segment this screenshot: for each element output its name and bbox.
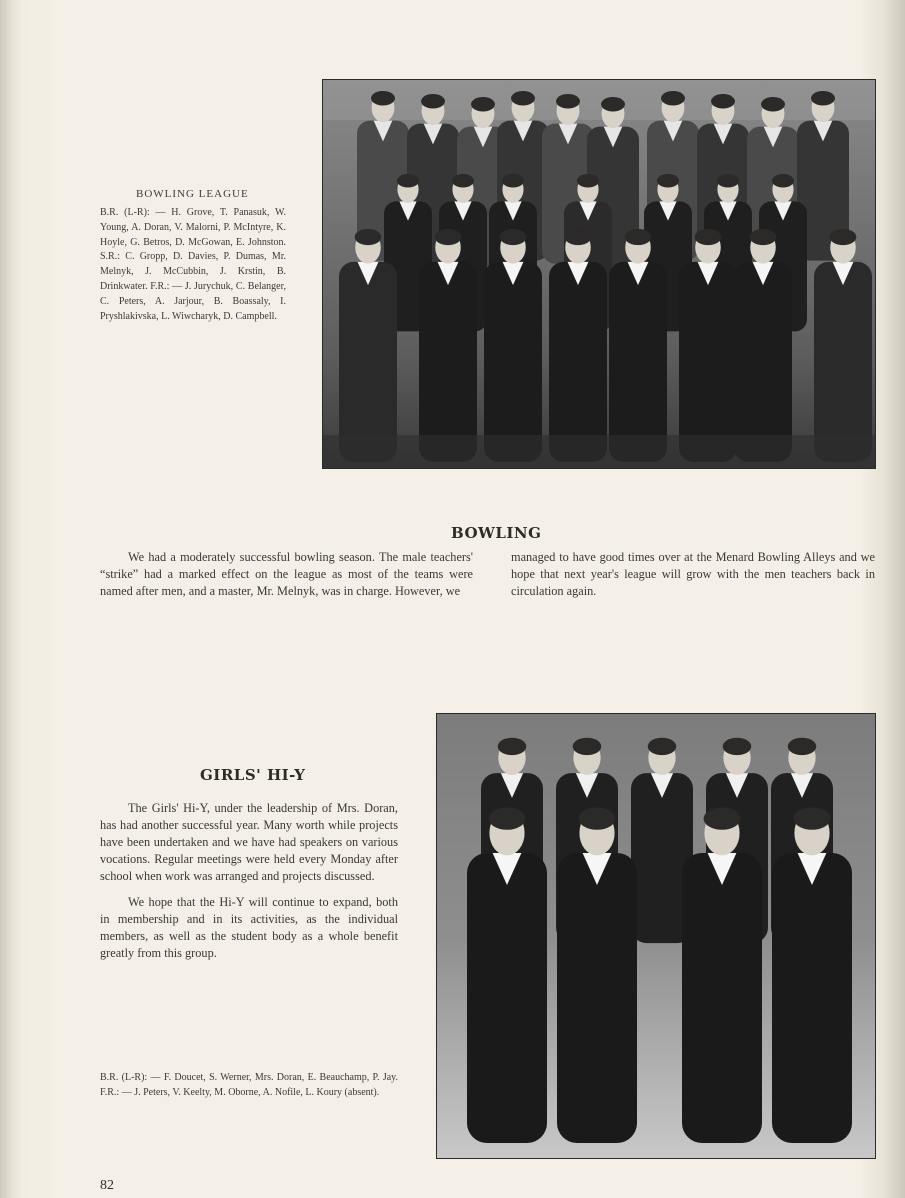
bowling-league-caption: B.R. (L-R): — H. Grove, T. Panasuk, W. Young, A. Doran, V. Malorni, P. McIntyre, K. Hoyle, G. Betros, D. McGowan, E. Johnston. S.R.: C. Gropp, D. Davies, P. Dumas, Mr. Melnyk, J. McCubbin, J. Krstin, B. Drinkwater. F.R.: — J. Jurychuk, C. Belanger, C. Peters, A. Jarjour, B. Boassaly, I. Pryshlakivska, L. Wiwcharyk, D. Campbell. bbox=[100, 207, 286, 322]
girls-hiy-heading: GIRLS' HI-Y bbox=[200, 766, 306, 784]
bowling-col1-text: We had a moderately successful bowling season. The male teachers' “strike” had a marked effect on the league as most of the teams were named after men, and a master, Mr. Melnyk, was in charge. However, we bbox=[100, 550, 473, 598]
bowling-heading: BOWLING bbox=[451, 524, 542, 542]
girls-hiy-para2: We hope that the Hi-Y will continue to expand, both in membership and in its activities, as the individual members, as well as the student body as a whole benefit greatly from this group. bbox=[100, 895, 398, 960]
bowling-col2 bbox=[511, 549, 875, 600]
bowling-col2-text: managed to have good times over at the Menard Bowling Alleys and we hope that next year's league will grow with the men teachers back in circulation again. bbox=[511, 550, 875, 598]
girls-hiy-caption: B.R. (L-R): — F. Doucet, S. Werner, Mrs. Doran, E. Beauchamp, P. Jay. F.R.: — J. Peters, V. Keelty, M. Oborne, A. Nofile, L. Koury (absent). bbox=[100, 1072, 398, 1098]
bowling-league-caption-title: BOWLING LEAGUE bbox=[136, 188, 249, 200]
bowling-league-photo bbox=[322, 79, 876, 469]
bowling-col1 bbox=[100, 549, 473, 600]
page-number: 82 bbox=[100, 1178, 114, 1193]
girls-hiy-text bbox=[100, 800, 398, 962]
girls-hiy-para1: The Girls' Hi-Y, under the leadership of Mrs. Doran, has had another successful year. Many worth while projects have been undertaken and we have had speakers on various vocations. Regular meetings were held every Monday after school when work was arranged and projects discussed. bbox=[100, 801, 398, 883]
girls-hiy-photo bbox=[436, 713, 876, 1159]
binding-spine bbox=[0, 560, 20, 780]
